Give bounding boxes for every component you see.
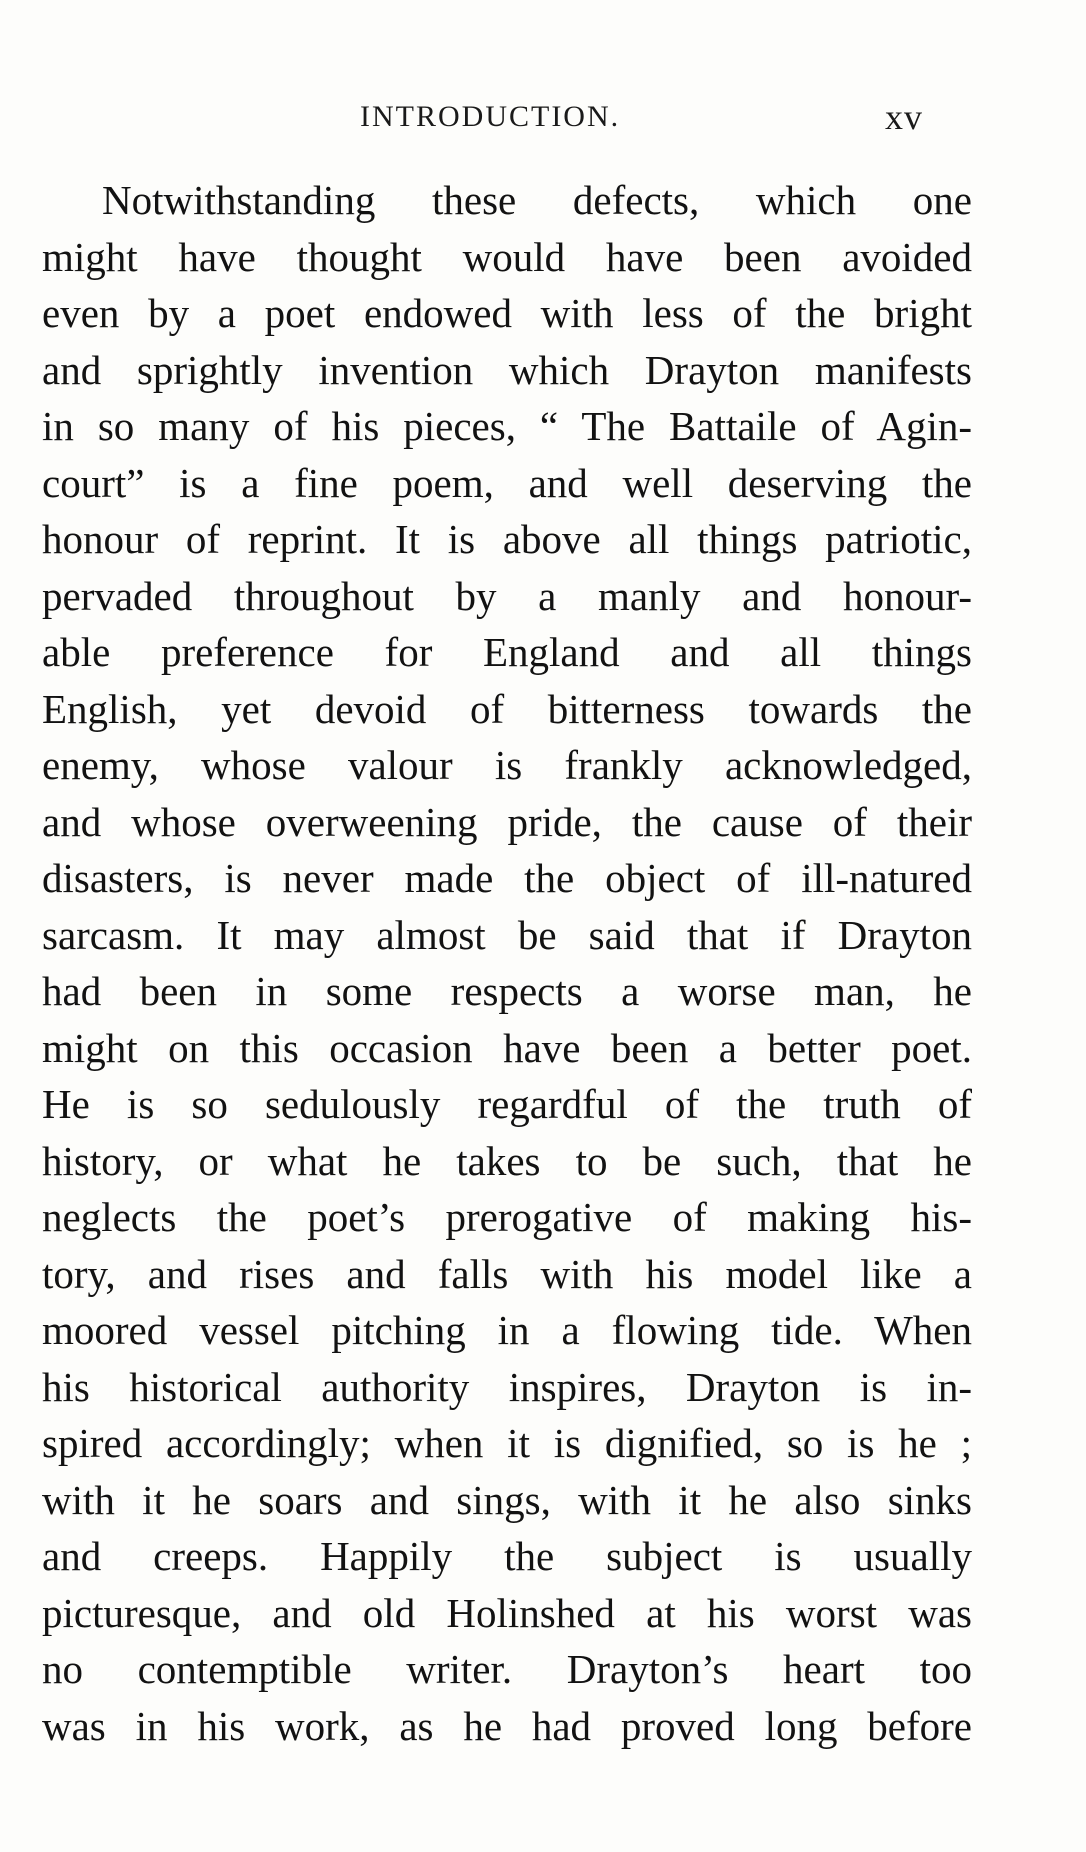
text-line: enemy, whose valour is frankly acknowledged, [42, 742, 972, 788]
text-line: moored vessel pitching in a flowing tide. When [42, 1307, 972, 1353]
text-line: English, yet devoid of bitterness towards the [42, 685, 972, 732]
text-line: honour of reprint. It is above all things patriotic, [42, 516, 972, 562]
text-line: tory, and rises and falls with his model like a [42, 1250, 972, 1297]
text-line: no contemptible writer. Drayton’s heart too [42, 1646, 972, 1692]
text-line: court” is a fine poem, and well deserving the [42, 459, 972, 506]
text-line: neglects the poet’s prerogative of making his- [42, 1194, 972, 1240]
text-line: sarcasm. It may almost be said that if Drayton [42, 911, 972, 958]
text-line: might have thought would have been avoided [42, 233, 972, 280]
text-line: history, or what he takes to be such, that he [42, 1137, 972, 1184]
text-line: spired accordingly; when it is dignified, so is he ; [42, 1420, 972, 1466]
text-line: able preference for England and all things [42, 629, 972, 675]
running-header [0, 97, 1086, 140]
running-title: INTRODUCTION. [360, 100, 621, 133]
text-line: and sprightly invention which Drayton manifests [42, 346, 972, 393]
text-line: had been in some respects a worse man, he [42, 968, 972, 1014]
text-line: might on this occasion have been a better poet. [42, 1024, 972, 1071]
text-line: his historical authority inspires, Drayton is in- [42, 1363, 972, 1410]
text-line: disasters, is never made the object of ill-natured [42, 855, 972, 901]
text-line: Notwithstanding these defects, which one [102, 177, 972, 223]
text-line: picturesque, and old Holinshed at his worst was [42, 1589, 972, 1636]
text-line: with it he soars and sings, with it he also sinks [42, 1476, 972, 1523]
text-line: and whose overweening pride, the cause of their [42, 798, 972, 845]
text-line: pervaded throughout by a manly and honour- [42, 572, 972, 619]
page-number: xv [885, 97, 923, 137]
text-line: and creeps. Happily the subject is usually [42, 1533, 972, 1579]
text-line: in so many of his pieces, “ The Battaile of Agin- [42, 403, 972, 449]
text-line: was in his work, as he had proved long before [42, 1702, 972, 1749]
text-line: even by a poet endowed with less of the bright [42, 290, 972, 336]
text-line: He is so sedulously regardful of the truth of [42, 1081, 972, 1127]
body-paragraph [42, 172, 972, 1754]
